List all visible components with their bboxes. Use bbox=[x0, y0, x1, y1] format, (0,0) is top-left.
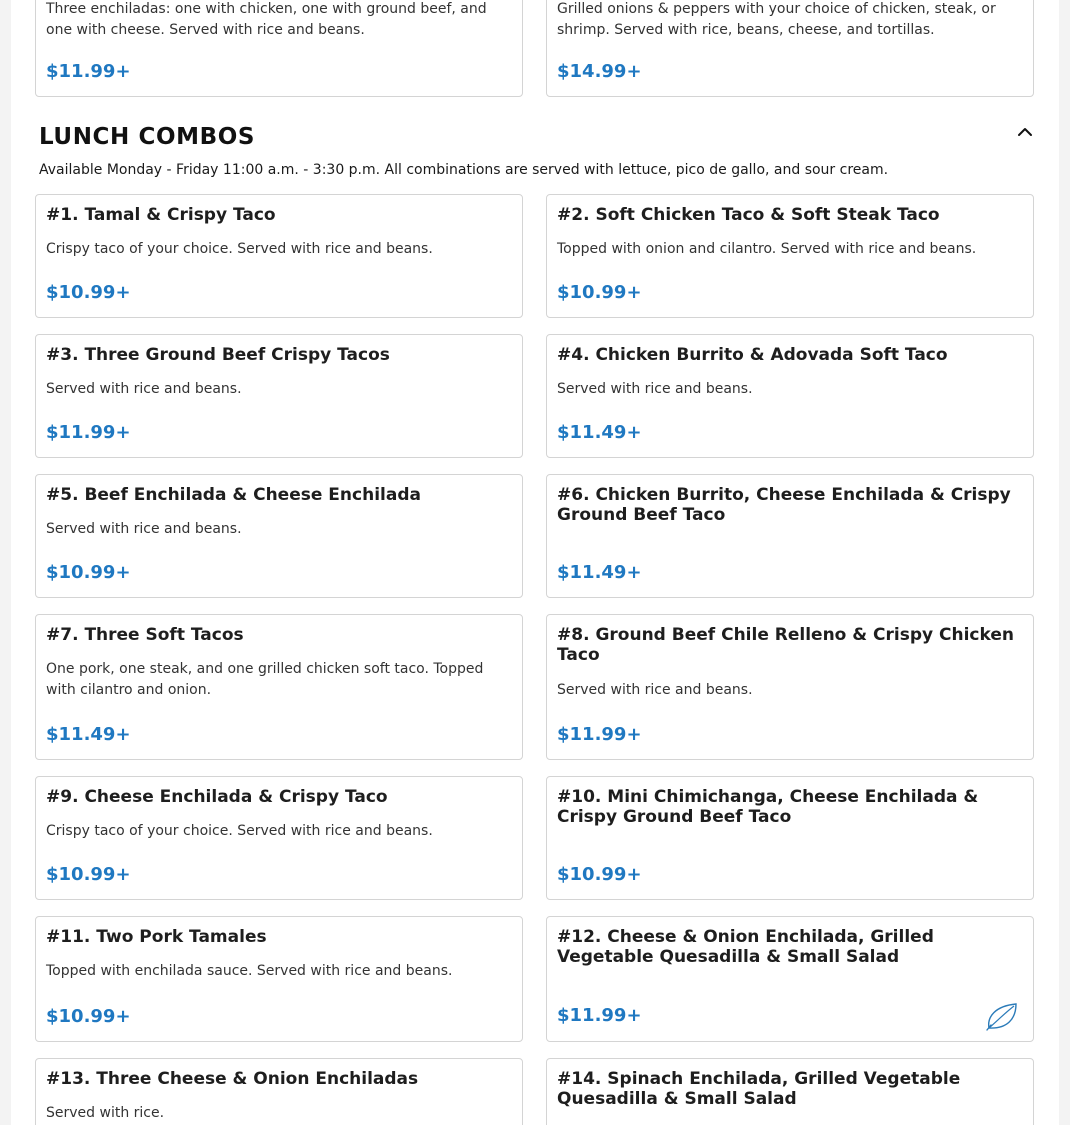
item-price: $14.99+ bbox=[557, 61, 642, 82]
menu-item-card[interactable] bbox=[546, 1058, 1034, 1125]
item-name: #7. Three Soft Tacos bbox=[46, 625, 244, 645]
item-description: Served with rice and beans. bbox=[557, 381, 753, 397]
chevron-up-icon[interactable] bbox=[1014, 121, 1036, 143]
menu-item-card[interactable] bbox=[546, 776, 1034, 900]
menu-item-card[interactable] bbox=[35, 1058, 523, 1125]
item-description: Grilled onions & peppers with your choice of chicken, steak, or shrimp. Served with rice, beans, cheese, and tortillas. bbox=[557, 1, 996, 38]
item-name: #13. Three Cheese & Onion Enchiladas bbox=[46, 1069, 419, 1089]
leaf-icon bbox=[985, 1001, 1019, 1031]
item-name: #14. Spinach Enchilada, Grilled Vegetable Quesadilla & Small Salad bbox=[557, 1069, 961, 1109]
menu-item-card[interactable] bbox=[35, 474, 523, 598]
section-title: LUNCH COMBOS bbox=[39, 124, 256, 150]
item-price: $10.99+ bbox=[46, 1006, 131, 1027]
menu-item-card[interactable] bbox=[546, 474, 1034, 598]
menu-item-card[interactable] bbox=[35, 916, 523, 1042]
item-price: $10.99+ bbox=[557, 282, 642, 303]
item-name: #8. Ground Beef Chile Relleno & Crispy Chicken Taco bbox=[557, 625, 1014, 665]
item-price: $10.99+ bbox=[46, 282, 131, 303]
item-description: Served with rice and beans. bbox=[46, 381, 242, 397]
item-price: $11.49+ bbox=[557, 422, 642, 443]
menu-item-card[interactable] bbox=[35, 776, 523, 900]
item-name: #2. Soft Chicken Taco & Soft Steak Taco bbox=[557, 205, 940, 225]
menu-page bbox=[11, 0, 1059, 1125]
item-price: $10.99+ bbox=[46, 562, 131, 583]
menu-item-card[interactable] bbox=[35, 0, 523, 97]
menu-item-card[interactable] bbox=[35, 194, 523, 318]
item-name: #5. Beef Enchilada & Cheese Enchilada bbox=[46, 485, 421, 505]
item-description: Served with rice and beans. bbox=[46, 521, 242, 537]
item-name: #9. Cheese Enchilada & Crispy Taco bbox=[46, 787, 388, 807]
item-description: Three enchiladas: one with chicken, one with ground beef, and one with cheese. Served with rice and beans. bbox=[46, 1, 487, 38]
item-price: $11.49+ bbox=[46, 724, 131, 745]
menu-item-card[interactable] bbox=[546, 916, 1034, 1042]
item-name: #1. Tamal & Crispy Taco bbox=[46, 205, 276, 225]
menu-item-card[interactable] bbox=[35, 614, 523, 760]
item-price: $11.99+ bbox=[557, 724, 642, 745]
menu-item-card[interactable] bbox=[35, 334, 523, 458]
item-price: $11.99+ bbox=[46, 422, 131, 443]
item-description: One pork, one steak, and one grilled chicken soft taco. Topped with cilantro and onion. bbox=[46, 661, 484, 698]
item-name: #4. Chicken Burrito & Adovada Soft Taco bbox=[557, 345, 948, 365]
item-price: $11.99+ bbox=[557, 1005, 642, 1026]
item-description: Crispy taco of your choice. Served with rice and beans. bbox=[46, 241, 433, 257]
item-price: $11.99+ bbox=[46, 61, 131, 82]
item-name: #6. Chicken Burrito, Cheese Enchilada & Crispy Ground Beef Taco bbox=[557, 485, 1011, 525]
item-price: $10.99+ bbox=[46, 864, 131, 885]
item-description: Topped with onion and cilantro. Served with rice and beans. bbox=[557, 241, 977, 257]
item-description: Served with rice. bbox=[46, 1105, 165, 1121]
section-note: Available Monday - Friday 11:00 a.m. - 3:30 p.m. All combinations are served with lettuce, pico de gallo, and sour cream. bbox=[39, 162, 889, 178]
item-description: Topped with enchilada sauce. Served with rice and beans. bbox=[46, 963, 453, 979]
item-description: Served with rice and beans. bbox=[557, 682, 753, 698]
item-price: $11.49+ bbox=[557, 562, 642, 583]
menu-item-card[interactable] bbox=[546, 0, 1034, 97]
menu-item-card[interactable] bbox=[546, 334, 1034, 458]
item-name: #3. Three Ground Beef Crispy Tacos bbox=[46, 345, 390, 365]
item-name: #10. Mini Chimichanga, Cheese Enchilada & Crispy Ground Beef Taco bbox=[557, 787, 979, 827]
item-price: $10.99+ bbox=[557, 864, 642, 885]
menu-item-card[interactable] bbox=[546, 614, 1034, 760]
menu-item-card[interactable] bbox=[546, 194, 1034, 318]
item-name: #11. Two Pork Tamales bbox=[46, 927, 267, 947]
item-description: Crispy taco of your choice. Served with rice and beans. bbox=[46, 823, 433, 839]
item-name: #12. Cheese & Onion Enchilada, Grilled Vegetable Quesadilla & Small Salad bbox=[557, 927, 934, 967]
